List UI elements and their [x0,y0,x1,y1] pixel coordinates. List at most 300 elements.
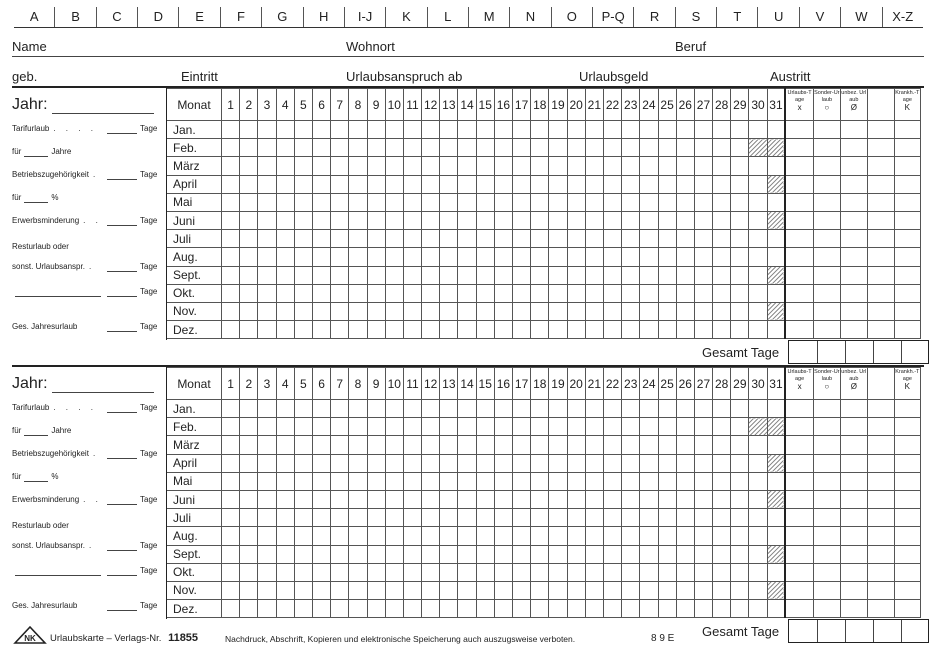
day-cell[interactable] [294,193,312,211]
day-cell[interactable] [385,600,403,618]
day-cell[interactable] [312,230,330,248]
day-cell[interactable] [240,490,258,508]
day-cell[interactable] [276,211,294,229]
day-cell[interactable] [731,490,749,508]
day-cell[interactable] [276,266,294,284]
day-cell[interactable] [349,563,367,581]
summary-cell[interactable] [813,581,840,599]
day-cell[interactable] [240,157,258,175]
summary-cell[interactable] [894,472,920,490]
day-cell[interactable] [531,545,549,563]
day-cell[interactable] [585,600,603,618]
summary-cell[interactable] [813,436,840,454]
day-cell[interactable] [312,418,330,436]
day-cell[interactable] [694,563,712,581]
day-cell[interactable] [331,436,349,454]
day-cell[interactable] [658,509,676,527]
day-cell[interactable] [676,248,694,266]
summary-cell[interactable] [840,509,867,527]
day-cell[interactable] [694,266,712,284]
summary-cell[interactable] [813,527,840,545]
day-cell[interactable] [767,400,785,418]
tage-blank[interactable] [107,542,137,551]
day-cell[interactable] [294,175,312,193]
day-cell[interactable] [658,321,676,339]
day-cell[interactable] [422,230,440,248]
day-cell[interactable] [240,509,258,527]
summary-cell[interactable] [867,600,894,618]
day-cell[interactable] [549,321,567,339]
day-cell[interactable] [312,527,330,545]
day-cell[interactable] [312,400,330,418]
day-cell[interactable] [567,266,585,284]
day-cell[interactable] [531,418,549,436]
day-cell[interactable] [349,284,367,302]
day-cell[interactable] [658,193,676,211]
summary-cell[interactable] [785,321,813,339]
day-cell[interactable] [694,211,712,229]
summary-cell[interactable] [867,563,894,581]
summary-cell[interactable] [840,418,867,436]
day-cell[interactable] [640,436,658,454]
day-cell[interactable] [622,509,640,527]
day-cell[interactable] [294,121,312,139]
day-cell[interactable] [713,545,731,563]
day-cell[interactable] [440,230,458,248]
day-cell[interactable] [676,266,694,284]
day-cell[interactable] [367,509,385,527]
day-cell[interactable] [549,436,567,454]
day-cell[interactable] [458,157,476,175]
day-cell[interactable] [531,527,549,545]
day-cell[interactable] [331,175,349,193]
day-cell[interactable] [603,248,621,266]
summary-cell[interactable] [813,600,840,618]
day-cell[interactable] [385,436,403,454]
summary-cell[interactable] [785,418,813,436]
day-cell[interactable] [585,581,603,599]
day-cell[interactable] [240,284,258,302]
day-cell[interactable] [349,211,367,229]
day-cell[interactable] [240,436,258,454]
fill-in-blank[interactable] [15,288,101,297]
day-cell[interactable] [422,509,440,527]
day-cell[interactable] [567,193,585,211]
summary-cell[interactable] [785,563,813,581]
day-cell[interactable] [549,266,567,284]
day-cell[interactable] [603,302,621,320]
day-cell[interactable] [349,266,367,284]
day-cell[interactable] [513,302,531,320]
day-cell[interactable] [440,418,458,436]
day-cell[interactable] [749,121,767,139]
day-cell[interactable] [349,175,367,193]
summary-cell[interactable] [785,157,813,175]
day-cell[interactable] [676,545,694,563]
day-cell[interactable] [767,193,785,211]
day-cell[interactable] [440,400,458,418]
day-cell[interactable] [294,545,312,563]
tage-blank[interactable] [107,323,137,332]
day-cell[interactable] [694,248,712,266]
jahr-blank[interactable] [52,378,154,393]
day-cell[interactable] [385,157,403,175]
day-cell[interactable] [513,545,531,563]
summary-cell[interactable] [785,472,813,490]
day-cell[interactable] [513,454,531,472]
day-cell[interactable] [258,454,276,472]
day-cell[interactable] [349,509,367,527]
day-cell[interactable] [367,490,385,508]
day-cell[interactable] [549,581,567,599]
day-cell[interactable] [640,490,658,508]
day-cell[interactable] [494,157,512,175]
day-cell[interactable] [440,472,458,490]
day-cell[interactable] [331,211,349,229]
tage-blank[interactable] [107,125,137,134]
day-cell[interactable] [240,230,258,248]
day-cell[interactable] [458,418,476,436]
day-cell[interactable] [367,400,385,418]
day-cell[interactable] [694,581,712,599]
day-cell[interactable] [622,472,640,490]
day-cell[interactable] [749,436,767,454]
day-cell[interactable] [276,284,294,302]
day-cell[interactable] [713,600,731,618]
day-cell[interactable] [276,581,294,599]
day-cell[interactable] [367,545,385,563]
summary-cell[interactable] [867,472,894,490]
summary-cell[interactable] [840,527,867,545]
day-cell[interactable] [749,302,767,320]
day-cell[interactable] [513,418,531,436]
day-cell[interactable] [494,581,512,599]
gesamt-total-cell[interactable] [817,341,845,363]
summary-cell[interactable] [867,454,894,472]
day-cell[interactable] [658,563,676,581]
summary-cell[interactable] [785,211,813,229]
day-cell[interactable] [276,436,294,454]
day-cell[interactable] [531,211,549,229]
summary-cell[interactable] [867,248,894,266]
summary-cell[interactable] [867,545,894,563]
summary-cell[interactable] [867,581,894,599]
day-cell[interactable] [585,454,603,472]
summary-cell[interactable] [813,175,840,193]
tage-blank[interactable] [107,217,137,226]
day-cell[interactable] [312,436,330,454]
day-cell[interactable] [294,490,312,508]
day-cell[interactable] [731,193,749,211]
day-cell[interactable] [731,600,749,618]
day-cell[interactable] [494,436,512,454]
day-cell[interactable] [749,563,767,581]
day-cell[interactable] [731,436,749,454]
day-cell[interactable] [713,563,731,581]
day-cell[interactable] [694,302,712,320]
day-cell[interactable] [603,563,621,581]
day-cell[interactable] [603,600,621,618]
day-cell[interactable] [403,563,421,581]
summary-cell[interactable] [894,139,920,157]
day-cell[interactable] [422,139,440,157]
day-cell[interactable] [240,248,258,266]
day-cell[interactable] [222,418,240,436]
day-cell[interactable] [603,418,621,436]
day-cell[interactable] [603,472,621,490]
day-cell[interactable] [440,211,458,229]
day-cell[interactable] [349,157,367,175]
day-cell[interactable] [222,284,240,302]
day-cell[interactable] [749,193,767,211]
day-cell[interactable] [731,527,749,545]
day-cell[interactable] [349,527,367,545]
day-cell[interactable] [476,121,494,139]
day-cell[interactable] [549,545,567,563]
day-cell[interactable] [640,472,658,490]
tage-blank[interactable] [107,450,137,459]
summary-cell[interactable] [867,175,894,193]
day-cell[interactable] [367,454,385,472]
day-cell[interactable] [603,454,621,472]
day-cell[interactable] [603,490,621,508]
summary-cell[interactable] [894,175,920,193]
day-cell[interactable] [331,321,349,339]
summary-cell[interactable] [840,545,867,563]
day-cell[interactable] [258,266,276,284]
day-cell[interactable] [385,563,403,581]
day-cell[interactable] [549,418,567,436]
day-cell[interactable] [658,581,676,599]
day-cell[interactable] [476,248,494,266]
day-cell[interactable] [731,157,749,175]
day-cell[interactable] [676,509,694,527]
day-cell[interactable] [440,600,458,618]
day-cell[interactable] [422,302,440,320]
day-cell[interactable] [694,193,712,211]
day-cell[interactable] [240,266,258,284]
day-cell[interactable] [640,175,658,193]
day-cell[interactable] [567,509,585,527]
summary-cell[interactable] [785,302,813,320]
day-cell[interactable] [294,454,312,472]
day-cell[interactable] [531,321,549,339]
day-cell[interactable] [603,230,621,248]
day-cell[interactable] [494,139,512,157]
day-cell[interactable] [567,436,585,454]
day-cell[interactable] [622,436,640,454]
day-cell[interactable] [476,284,494,302]
day-cell[interactable] [403,490,421,508]
summary-cell[interactable] [840,139,867,157]
day-cell[interactable] [349,472,367,490]
day-cell[interactable] [731,266,749,284]
summary-cell[interactable] [840,454,867,472]
day-cell[interactable] [385,193,403,211]
summary-cell[interactable] [867,211,894,229]
day-cell[interactable] [603,509,621,527]
day-cell[interactable] [385,139,403,157]
day-cell[interactable] [622,139,640,157]
day-cell[interactable] [367,581,385,599]
day-cell[interactable] [749,600,767,618]
day-cell[interactable] [240,211,258,229]
day-cell[interactable] [294,284,312,302]
summary-cell[interactable] [894,527,920,545]
day-cell[interactable] [276,321,294,339]
day-cell[interactable] [294,321,312,339]
summary-cell[interactable] [813,302,840,320]
day-cell[interactable] [749,321,767,339]
day-cell[interactable] [222,248,240,266]
day-cell[interactable] [422,527,440,545]
day-cell[interactable] [258,472,276,490]
day-cell[interactable] [731,248,749,266]
day-cell[interactable] [258,175,276,193]
day-cell[interactable] [331,490,349,508]
day-cell[interactable] [312,121,330,139]
day-cell[interactable] [658,230,676,248]
summary-cell[interactable] [785,139,813,157]
day-cell[interactable] [440,248,458,266]
day-cell[interactable] [749,230,767,248]
day-cell[interactable] [622,266,640,284]
day-cell[interactable] [422,175,440,193]
summary-cell[interactable] [894,302,920,320]
day-cell[interactable] [658,400,676,418]
day-cell[interactable] [676,302,694,320]
summary-cell[interactable] [785,230,813,248]
day-cell[interactable] [222,509,240,527]
day-cell[interactable] [513,284,531,302]
day-cell[interactable] [713,230,731,248]
day-cell[interactable] [731,454,749,472]
day-cell[interactable] [367,266,385,284]
day-cell[interactable] [403,454,421,472]
day-cell[interactable] [476,581,494,599]
day-cell[interactable] [331,157,349,175]
day-cell[interactable] [658,454,676,472]
day-cell[interactable] [676,563,694,581]
day-cell[interactable] [603,211,621,229]
day-cell[interactable] [713,436,731,454]
day-cell[interactable] [549,563,567,581]
day-cell[interactable] [713,400,731,418]
day-cell[interactable] [585,284,603,302]
day-cell[interactable] [312,472,330,490]
day-cell[interactable] [422,321,440,339]
day-cell[interactable] [258,157,276,175]
summary-cell[interactable] [813,211,840,229]
day-cell[interactable] [640,527,658,545]
day-cell[interactable] [403,139,421,157]
fill-in-blank[interactable] [15,567,101,576]
day-cell[interactable] [694,472,712,490]
day-cell[interactable] [549,139,567,157]
day-cell[interactable] [585,230,603,248]
day-cell[interactable] [494,418,512,436]
day-cell[interactable] [476,418,494,436]
summary-cell[interactable] [785,121,813,139]
day-cell[interactable] [513,472,531,490]
day-cell[interactable] [331,266,349,284]
day-cell[interactable] [640,230,658,248]
day-cell[interactable] [549,472,567,490]
day-cell[interactable] [713,139,731,157]
day-cell[interactable] [385,490,403,508]
summary-cell[interactable] [813,321,840,339]
day-cell[interactable] [676,581,694,599]
day-cell[interactable] [531,230,549,248]
tage-blank[interactable] [107,496,137,505]
day-cell[interactable] [349,490,367,508]
day-cell[interactable] [222,211,240,229]
day-cell[interactable] [531,581,549,599]
day-cell[interactable] [276,139,294,157]
day-cell[interactable] [276,454,294,472]
day-cell[interactable] [294,436,312,454]
day-cell[interactable] [222,563,240,581]
summary-cell[interactable] [785,193,813,211]
day-cell[interactable] [622,121,640,139]
day-cell[interactable] [585,302,603,320]
tage-blank[interactable] [107,263,137,272]
day-cell[interactable] [312,454,330,472]
day-cell[interactable] [494,121,512,139]
day-cell[interactable] [622,157,640,175]
day-cell[interactable] [549,302,567,320]
day-cell[interactable] [713,302,731,320]
tage-blank[interactable] [107,171,137,180]
day-cell[interactable] [694,454,712,472]
day-cell[interactable] [694,509,712,527]
day-cell[interactable] [658,139,676,157]
summary-cell[interactable] [894,400,920,418]
day-cell[interactable] [513,121,531,139]
tage-blank[interactable] [107,567,137,576]
day-cell[interactable] [622,527,640,545]
day-cell[interactable] [567,600,585,618]
day-cell[interactable] [222,600,240,618]
summary-cell[interactable] [785,600,813,618]
summary-cell[interactable] [867,400,894,418]
day-cell[interactable] [658,436,676,454]
day-cell[interactable] [240,302,258,320]
day-cell[interactable] [403,193,421,211]
day-cell[interactable] [440,193,458,211]
day-cell[interactable] [403,121,421,139]
day-cell[interactable] [731,139,749,157]
day-cell[interactable] [240,400,258,418]
day-cell[interactable] [694,157,712,175]
day-cell[interactable] [676,454,694,472]
summary-cell[interactable] [813,230,840,248]
day-cell[interactable] [403,581,421,599]
day-cell[interactable] [294,600,312,618]
day-cell[interactable] [367,284,385,302]
day-cell[interactable] [694,121,712,139]
day-cell[interactable] [767,563,785,581]
day-cell[interactable] [585,139,603,157]
day-cell[interactable] [749,266,767,284]
day-cell[interactable] [331,230,349,248]
day-cell[interactable] [240,321,258,339]
day-cell[interactable] [603,436,621,454]
day-cell[interactable] [222,490,240,508]
summary-cell[interactable] [867,302,894,320]
day-cell[interactable] [494,490,512,508]
day-cell[interactable] [549,454,567,472]
